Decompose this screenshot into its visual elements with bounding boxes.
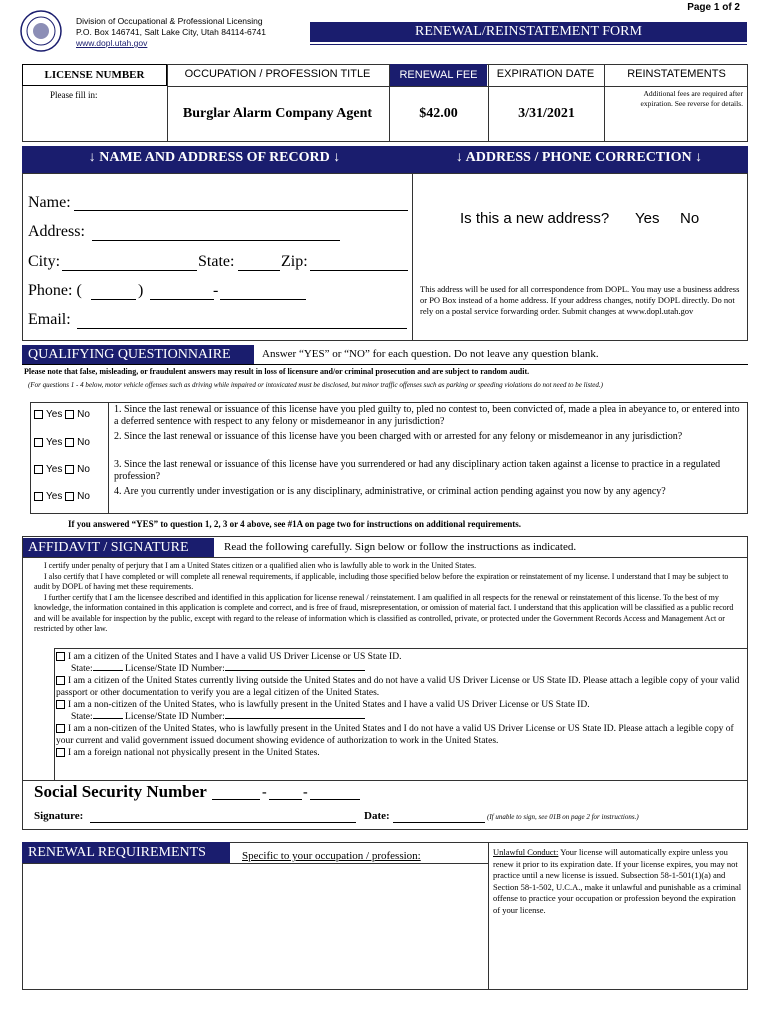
option-3 [56, 699, 744, 711]
option-4-checkbox[interactable] [56, 724, 65, 733]
signature-field[interactable] [90, 822, 356, 823]
affidavit-title: AFFIDAVIT / SIGNATURE [22, 538, 214, 557]
address-field[interactable] [92, 240, 340, 241]
new-address-no[interactable]: No [680, 210, 700, 227]
phone-prefix-field[interactable] [150, 299, 214, 300]
correspondence-note: This address will be used for all correspondence from DOPL. You may use a business address or PO Box instead of a home address. If your address changes, notify DOPL directly. Do not rely on a postal service forwarding order. Submit changes at www.dopl.utah.gov [420, 284, 740, 316]
new-address-question: Is this a new address? [460, 210, 610, 227]
option-1-lic-label: License/State ID Number: [125, 664, 225, 674]
ssn-part1[interactable] [212, 799, 260, 800]
q4-yes-checkbox[interactable] [34, 492, 43, 501]
option-4-label: I am a non-citizen of the United States, who is lawfully present in the United States and I do not have a valid US Driver License or US State ID. Please attach a legible copy of your current and valid government issued document showing evidence of authorization to work in the United States. [56, 724, 734, 746]
unlawful-text: Your license will automatically expire unless you renew it prior to its expiration date. If your license expires, you may not practice until a new license is issued. Subsection 58-1-501(1)(a) and Section 58-1-502, U.C.A., make it unlawful and punishable as a criminal offense to practice your occupation or profession beyond the expiration of your license. [493, 847, 742, 915]
zip-field[interactable] [310, 270, 408, 271]
q3-yes-label: Yes [46, 464, 63, 475]
q4-answer [34, 491, 90, 502]
state-label: State: [198, 253, 235, 270]
email-field[interactable] [77, 328, 407, 329]
q4-yes-label: Yes [46, 491, 63, 502]
q2-yes-label: Yes [46, 437, 63, 448]
affidavit-instruction: Read the following carefully. Sign below or follow the instructions as indicated. [224, 541, 577, 553]
state-field[interactable] [238, 270, 280, 271]
option-5-checkbox[interactable] [56, 748, 65, 757]
question-1: 1. Since the last renewal or issuance of this license have you pled guilty to, pled no contest to, been convicted of, made a plea in abeyance to, or entered into a deferred sentence with respect to any felony or misdemeanor in any jurisdiction? [114, 404, 740, 427]
zip-label: Zip: [281, 253, 308, 270]
agency-line1: Division of Occupational & Professional Licensing [76, 16, 263, 26]
q3-no-label: No [77, 464, 90, 475]
license-number-field[interactable] [40, 100, 155, 136]
option-3-lic-field[interactable] [225, 718, 365, 719]
state-seal-icon [20, 10, 62, 52]
q2-answer [34, 437, 90, 448]
reinstatement-note: Additional fees are required after expiration. See reverse for details. [640, 89, 743, 108]
question-3: 3. Since the last renewal or issuance of this license have you surrendered or had any disciplinary action taken against a license to practice in a regulated profession? [114, 459, 721, 482]
questionnaire-footer: If you answered “YES” to question 1, 2, 3 or 4 above, see #1A on page two for instructions on additional requirements. [68, 519, 521, 529]
option-3-fields [56, 711, 744, 723]
questionnaire-title: QUALIFYING QUESTIONNAIRE [22, 345, 254, 364]
expiration-date-header: EXPIRATION DATE [496, 68, 595, 80]
option-4 [56, 723, 744, 747]
unlawful-label: Unlawful Conduct: [493, 847, 559, 857]
option-3-label: I am a non-citizen of the United States, who is lawfully present in the United States and I have a valid US Driver License or US State ID. [68, 700, 590, 710]
q3-answer [34, 464, 90, 475]
q1-no-checkbox[interactable] [65, 410, 74, 419]
affidavit-text [34, 561, 744, 635]
q4-no-label: No [77, 491, 90, 502]
signature-label: Signature: [34, 810, 84, 822]
affidavit-p1: I certify under penalty of perjury that I am a United States citizen or a qualified alien who is lawfully able to work in the United States. [44, 561, 477, 570]
requirements-content [26, 868, 484, 986]
option-5-label: I am a foreign national not physically present in the United States. [68, 748, 320, 758]
date-label: Date: [364, 810, 390, 822]
reinstatements-header: REINSTATEMENTS [627, 68, 726, 80]
q4-no-checkbox[interactable] [65, 492, 74, 501]
phone-paren: ) [138, 282, 144, 299]
occupation-title-header: OCCUPATION / PROFESSION TITLE [184, 68, 371, 80]
date-field[interactable] [393, 822, 485, 823]
renewal-fee: $42.00 [419, 106, 458, 121]
questionnaire-note2: (For questions 1 - 4 below, motor vehicle offenses such as driving while impaired or intoxicated must be disclosed, but minor traffic offenses such as parking or speeding violations do not need to be listed.) [28, 381, 603, 389]
correction-header: ↓ ADDRESS / PHONE CORRECTION ↓ [455, 150, 703, 165]
phone-line-field[interactable] [220, 299, 306, 300]
q2-no-checkbox[interactable] [65, 438, 74, 447]
option-2-label: I am a citizen of the United States currently living outside the United States and do not have a valid US Driver License or US State ID. Please attach a legible copy of your valid passport or other documentation to verify you are a legal citizen of the United States. [56, 676, 740, 698]
license-number-header: LICENSE NUMBER [22, 64, 167, 86]
option-3-state-field[interactable] [93, 718, 123, 719]
renewal-fee-header: RENEWAL FEE [390, 64, 487, 86]
requirements-title: RENEWAL REQUIREMENTS [22, 842, 230, 863]
email-label: Email: [28, 311, 71, 328]
sign-note: (If unable to sign, see 01B on page 2 for instructions.) [487, 813, 639, 821]
requirements-specific: Specific to your occupation / profession: [242, 850, 421, 862]
phone-dash: - [213, 282, 219, 299]
record-header: ↓ NAME AND ADDRESS OF RECORD ↓ [88, 150, 341, 165]
option-2-checkbox[interactable] [56, 676, 65, 685]
new-address-yes[interactable]: Yes [635, 210, 660, 227]
ssn-part2[interactable] [269, 799, 302, 800]
city-label: City: [28, 253, 61, 270]
agency-address [76, 16, 266, 49]
option-3-state-label: State: [71, 712, 93, 722]
questionnaire-note: Please note that false, misleading, or fraudulent answers may result in loss of licensure and/or criminal prosecution and are subject to random audit. [24, 367, 530, 376]
expiration-date: 3/31/2021 [518, 106, 575, 121]
ssn-part3[interactable] [310, 799, 360, 800]
q1-yes-checkbox[interactable] [34, 410, 43, 419]
agency-line2: P.O. Box 146741, Salt Lake City, Utah 84114-6741 [76, 27, 266, 37]
questionnaire-instruction: Answer “YES” or “NO” for each question. Do not leave any question blank. [262, 348, 599, 360]
option-1-state-field[interactable] [93, 670, 123, 671]
question-2: 2. Since the last renewal or issuance of this license have you been charged with or arrested for any felony or misdemeanor in any jurisdiction? [114, 431, 683, 442]
fill-in-label: Please fill in: [50, 90, 98, 100]
q3-yes-checkbox[interactable] [34, 465, 43, 474]
option-2 [56, 675, 744, 699]
ssn-label: Social Security Number [34, 782, 207, 801]
citizenship-options [56, 651, 744, 759]
occupation-title: Burglar Alarm Company Agent [182, 106, 373, 121]
affidavit-p3: I further certify that I am the licensee described and identified in this application for license renewal / reinstatement. I am qualified in all respects for the renewal or reinstatement of this license. To the best of my knowledge, the information contained in this application is complete and correct, and is free of fraud, misrepresentation, or omission of material fact. I understand that this application will be classified as a public record and will be available for inspection by the public, except with regard to the release of information which is classified as controlled, private, or protected under the Government Records Access and Management Act or restricted by other law. [34, 592, 734, 633]
option-3-lic-label: License/State ID Number: [125, 712, 225, 722]
name-field[interactable] [74, 210, 408, 211]
option-5 [56, 747, 744, 759]
phone-label: Phone: ( [28, 282, 82, 299]
option-1-lic-field[interactable] [225, 670, 365, 671]
address-label: Address: [28, 223, 85, 240]
q1-answer [34, 409, 90, 420]
name-label: Name: [28, 194, 71, 211]
option-3-checkbox[interactable] [56, 700, 65, 709]
phone-area-field[interactable] [91, 299, 136, 300]
option-1-checkbox[interactable] [56, 652, 65, 661]
q2-no-label: No [77, 437, 90, 448]
unlawful-conduct [493, 847, 743, 916]
question-4: 4. Are you currently under investigation or is any disciplinary, administrative, or criminal action pending against you now by any agency? [114, 486, 666, 497]
affidavit-p2: I also certify that I have completed or will complete all renewal requirements, if applicable, including those specified below before the expiration or reinstatement of my license. I understand that I may be subject to audit by DOPL of having met these requirements. [34, 571, 729, 591]
option-1-label: I am a citizen of the United States and I have a valid US Driver License or US State ID. [68, 652, 402, 662]
form-title: RENEWAL/REINSTATEMENT FORM [310, 22, 747, 42]
option-1-fields [56, 663, 744, 675]
page-number: Page 1 of 2 [687, 2, 740, 13]
q2-yes-checkbox[interactable] [34, 438, 43, 447]
q1-yes-label: Yes [46, 409, 63, 420]
q3-no-checkbox[interactable] [65, 465, 74, 474]
q1-no-label: No [77, 409, 90, 420]
option-1 [56, 651, 744, 663]
city-field[interactable] [62, 270, 197, 271]
agency-website: www.dopl.utah.gov [76, 38, 148, 48]
option-1-state-label: State: [71, 664, 93, 674]
